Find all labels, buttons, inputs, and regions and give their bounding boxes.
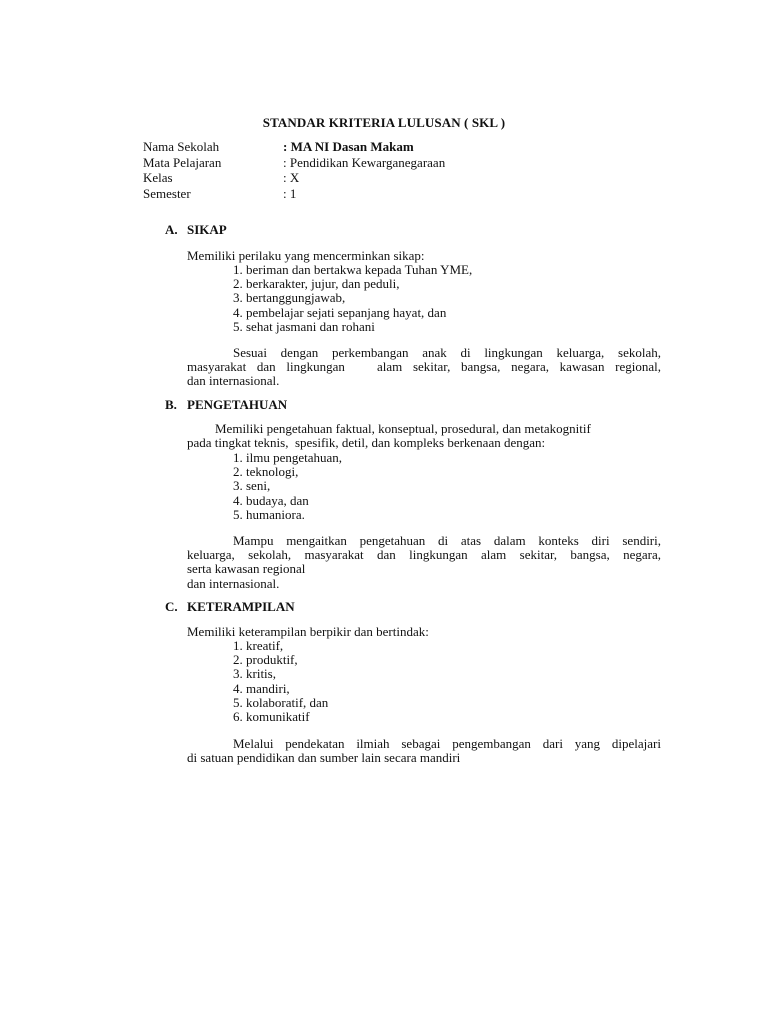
paragraph-line: dan internasional. bbox=[187, 373, 280, 389]
list-item: 4. mandiri, bbox=[233, 680, 290, 696]
info-label: Kelas bbox=[143, 170, 173, 185]
paragraph-line: pada tingkat teknis, spesifik, detil, dan kompleks berkenaan dengan: bbox=[187, 435, 546, 451]
paragraph-line: Memiliki pengetahuan faktual, konseptual, prosedural, dan metakognitif bbox=[215, 421, 591, 436]
list-item: 1. ilmu pengetahuan, bbox=[233, 450, 343, 465]
list-item: 2. produktif, bbox=[233, 652, 298, 668]
info-row-subject bbox=[143, 155, 445, 171]
info-label: Nama Sekolah bbox=[143, 139, 220, 154]
section-a-intro: Memiliki perilaku yang mencerminkan sikap: bbox=[187, 248, 425, 263]
list-item: 3. seni, bbox=[233, 478, 271, 494]
list-item: 4. budaya, dan bbox=[233, 492, 309, 508]
list-item: 2. teknologi, bbox=[233, 464, 299, 480]
list-item: 1. kreatif, bbox=[233, 638, 284, 653]
paragraph-line: serta kawasan regional bbox=[187, 561, 306, 577]
list-item: 6. komunikatif bbox=[233, 709, 310, 725]
paragraph-line: keluarga, sekolah, masyarakat dan lingkungan alam sekitar, bangsa, negara, bbox=[187, 547, 661, 563]
info-value: : X bbox=[283, 170, 300, 185]
paragraph-line: Sesuai dengan perkembangan anak di lingkungan keluarga, sekolah, bbox=[233, 345, 661, 360]
section-heading-keterampilan bbox=[165, 599, 661, 615]
info-value: : 1 bbox=[283, 185, 297, 201]
section-letter: A. bbox=[165, 222, 178, 237]
section-a-closing bbox=[187, 346, 661, 389]
list-item: 5. humaniora. bbox=[233, 506, 305, 522]
paragraph-line: Mampu mengaitkan pengetahuan di atas dalam konteks diri sendiri, bbox=[233, 533, 661, 548]
section-heading-pengetahuan bbox=[165, 397, 661, 413]
section-c-intro: Memiliki keterampilan berpikir dan bertindak: bbox=[187, 624, 429, 639]
paragraph-line: Melalui pendekatan ilmiah sebagai pengembangan dari yang dipelajari bbox=[233, 736, 661, 751]
section-b-list bbox=[233, 451, 342, 522]
list-item: 3. bertanggungjawab, bbox=[233, 290, 346, 306]
list-item: 3. kritis, bbox=[233, 666, 276, 682]
section-b-intro bbox=[187, 422, 661, 450]
section-c-closing bbox=[187, 737, 661, 765]
info-value: : Pendidikan Kewarganegaraan bbox=[283, 154, 446, 170]
list-item: 5. kolaboratif, dan bbox=[233, 694, 329, 710]
list-item: 5. sehat jasmani dan rohani bbox=[233, 318, 375, 334]
info-row-semester bbox=[143, 186, 445, 202]
list-item: 4. pembelajar sejati sepanjang hayat, dan bbox=[233, 304, 447, 320]
info-label: Mata Pelajaran bbox=[143, 154, 222, 170]
info-value: : MA NI Dasan Makam bbox=[283, 139, 414, 154]
info-row-class bbox=[143, 170, 445, 186]
info-row-school bbox=[143, 139, 445, 155]
section-title: PENGETAHUAN bbox=[187, 397, 288, 412]
paragraph-line: di satuan pendidikan dan sumber lain secara mandiri bbox=[187, 750, 461, 766]
section-b-closing bbox=[187, 534, 661, 591]
paragraph-line: masyarakat dan lingkungan alam sekitar, bangsa, negara, kawasan regional, bbox=[187, 359, 661, 375]
section-c-list bbox=[233, 639, 328, 724]
info-label: Semester bbox=[143, 185, 191, 201]
section-letter: B. bbox=[165, 397, 177, 412]
list-item: 1. beriman dan bertakwa kepada Tuhan YME, bbox=[233, 262, 473, 277]
section-a-list bbox=[233, 263, 472, 334]
paragraph-line: dan internasional. bbox=[187, 575, 280, 591]
section-letter: C. bbox=[165, 599, 178, 614]
info-block bbox=[143, 139, 445, 201]
list-item: 2. berkarakter, jujur, dan peduli, bbox=[233, 276, 400, 292]
section-title: SIKAP bbox=[187, 222, 227, 237]
document-title: STANDAR KRITERIA LULUSAN ( SKL ) bbox=[262, 115, 506, 130]
section-heading-sikap bbox=[165, 222, 661, 238]
section-title: KETERAMPILAN bbox=[187, 599, 295, 614]
